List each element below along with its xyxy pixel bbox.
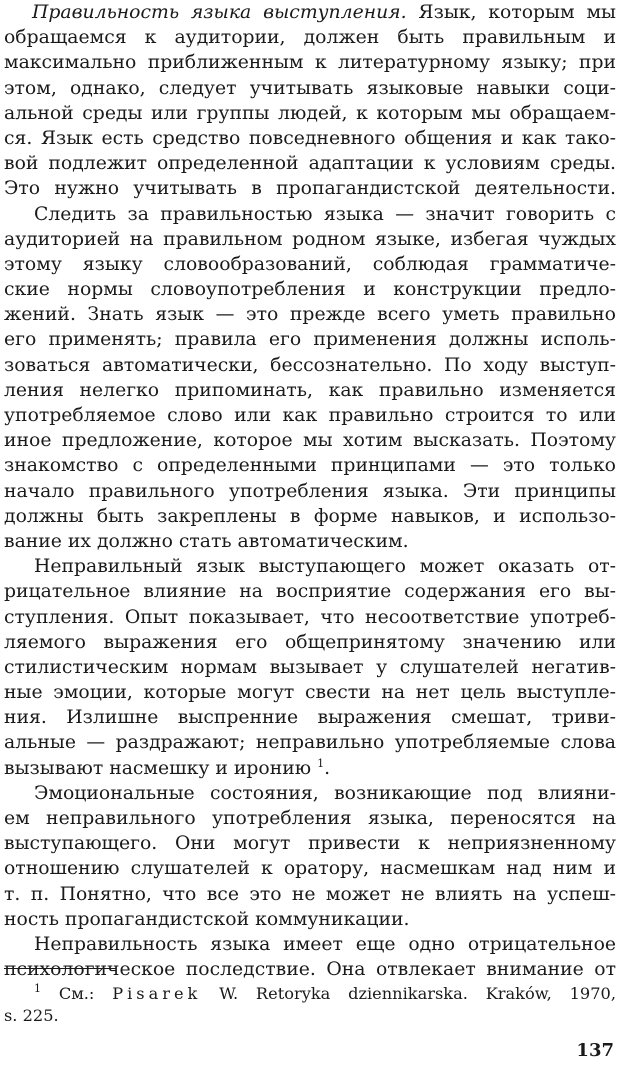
book-page	[4, 0, 616, 1068]
text-line: аудиторией на правильном родном языке, избегая чуждых	[4, 228, 616, 250]
text-line: ляемого выражения его общепринятому значению или	[4, 631, 616, 653]
text-line: психологическое последствие. Она отвлекает внимание от	[4, 959, 616, 981]
text-line: ские нормы словоупотребления и конструкции предло-	[4, 279, 616, 301]
text-line: Эмоциональные состояния, возникающие под влияни-	[34, 782, 616, 804]
text-line: ность пропагандистской коммуникации.	[4, 908, 410, 930]
footnote-line: s. 225.	[4, 1006, 59, 1025]
text-line: зоваться автоматически, бессознательно. По ходу выступ-	[4, 354, 616, 376]
footnote-citation: W. Retoryka dziennikarska. Kraków, 1970,	[219, 984, 616, 1003]
text-line: альные — раздражают; неправильно употребляемые слова	[4, 732, 616, 754]
text-line: максимально приближенным к литературному языку; при	[4, 52, 616, 74]
text-line: отношению слушателей к оратору, насмешкам над ним и	[4, 858, 616, 880]
text-line: Это нужно учитывать в пропагандистской деятельности.	[4, 178, 616, 200]
footnote-line	[4, 983, 616, 1005]
text-line	[4, 0, 616, 25]
text-line: этому языку словообразований, соблюдая грамматиче-	[4, 253, 616, 275]
text-line: употребляемое слово или как правильно строится то или	[4, 405, 616, 426]
text-line: ления нелегко припоминать, как правильно изменяется	[4, 379, 616, 401]
text-line: этом, однако, следует учитывать языковые навыки соци-	[4, 77, 616, 99]
text-line: жений. Знать язык — это прежде всего уметь правильно	[4, 304, 616, 326]
text-line: начало правильного употребления языка. Эти принципы	[4, 480, 616, 502]
footnote-reference: 1	[317, 756, 325, 770]
text-line: знакомство с определенными принципами — это только	[4, 455, 616, 477]
footnote-prefix: См.:	[58, 984, 95, 1003]
text-line: ем неправильного употребления языка, переносятся на	[4, 808, 616, 829]
text-span: вызывают насмешку и иронию	[4, 757, 312, 779]
text-line: вызывают насмешку и иронию $^1$.	[4, 756, 331, 779]
text-line: стилистическим нормам вызывает у слушателей негатив-	[4, 656, 616, 678]
text-line: ся. Язык есть средство повседневного общения и как тако-	[4, 127, 616, 149]
text-line: Неправильный язык выступающего может оказать от-	[34, 556, 616, 578]
page-number: 137	[576, 1040, 614, 1061]
paragraph-heading: Правильность языка выступления.	[32, 2, 407, 23]
text-line: Следить за правильностью языка — значит говорить с	[34, 203, 616, 225]
footnote-author: Pisarek	[112, 984, 202, 1003]
footnote	[4, 983, 616, 1027]
text-line: альной среды или группы людей, к которым мы обращаем-	[4, 102, 616, 124]
text-line: вой подлежит определенной адаптации к условиям среды.	[4, 153, 616, 175]
body-text	[4, 0, 616, 982]
text-line: должны быть закреплены в форме навыков, и использо-	[4, 505, 616, 527]
text-line: ные эмоции, которые могут свести на нет цель выступле-	[4, 682, 616, 704]
text-line: ступления. Опыт показывает, что несоответствие употреб-	[4, 606, 616, 628]
text-line: ния. Излишне выспренние выражения смешат, триви-	[4, 707, 616, 729]
text-line: рицательное влияние на восприятие содержания его вы-	[4, 581, 616, 603]
text-line: вание их должно стать автоматическим.	[4, 530, 409, 552]
text-line: его применять; правила его применения должны исполь-	[4, 329, 616, 351]
text-line: иное предложение, которое мы хотим высказать. Поэтому	[4, 430, 616, 452]
footnote-marker: 1	[34, 982, 41, 995]
text-line: обращаемся к аудитории, должен быть правильным и	[4, 27, 616, 49]
text-span: Язык, которым мы	[406, 2, 616, 23]
footnote-divider	[4, 968, 116, 969]
text-line: Неправильность языка имеет еще одно отрицательное	[34, 933, 616, 955]
text-line: т. п. Понятно, что все это не может не влиять на успеш-	[4, 883, 616, 905]
text-line: выступающего. Они могут привести к неприязненному	[4, 833, 616, 855]
